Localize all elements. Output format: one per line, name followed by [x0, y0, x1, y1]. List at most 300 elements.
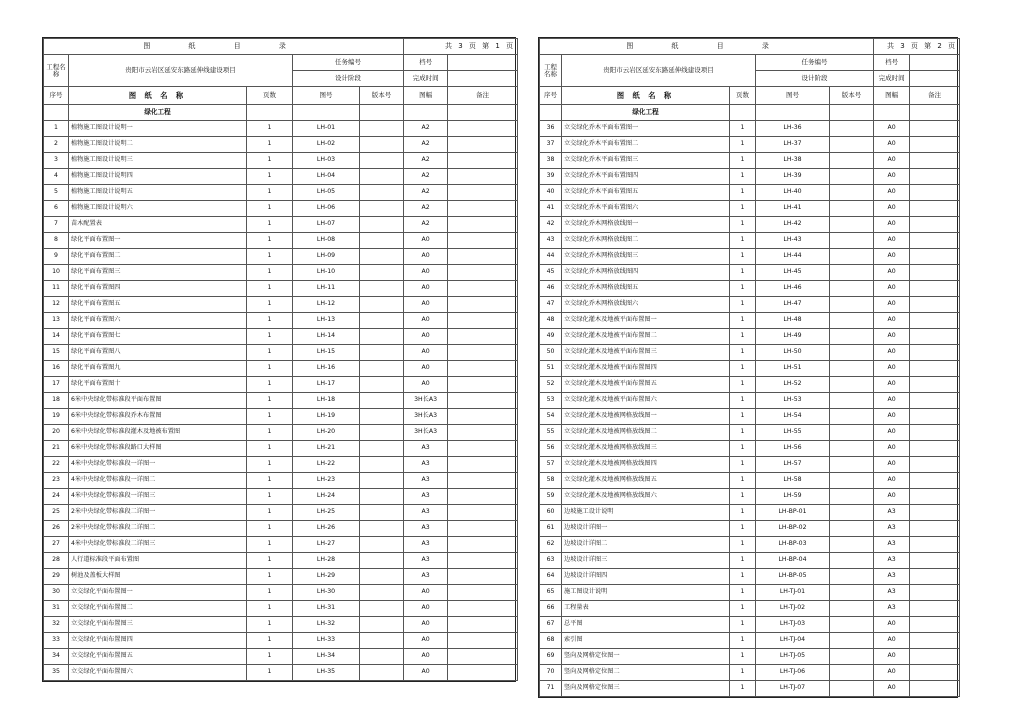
cell-no: LH-40	[756, 185, 830, 201]
cell-no: LH-01	[293, 121, 360, 137]
cell-remark	[448, 265, 518, 281]
cell-version	[830, 505, 874, 521]
project-label: 工程名称	[44, 55, 69, 87]
cell-size: A3	[404, 553, 448, 569]
cell-no: LH-23	[293, 473, 360, 489]
cell-seq: 18	[44, 393, 69, 409]
cell-pages: 1	[247, 377, 293, 393]
cell-seq: 54	[540, 409, 562, 425]
cell-name: 索引图	[562, 633, 730, 649]
table-row	[44, 281, 518, 297]
cell-seq: 55	[540, 425, 562, 441]
cell-remark	[448, 393, 518, 409]
cell-seq: 25	[44, 505, 69, 521]
cell-remark	[448, 217, 518, 233]
cell-version	[830, 473, 874, 489]
cell-size: A0	[874, 457, 910, 473]
cell-no: LH-04	[293, 169, 360, 185]
table-row	[44, 601, 518, 617]
category-cell	[247, 105, 293, 121]
cell-seq: 16	[44, 361, 69, 377]
cell-name: 植物施工图设计说明二	[69, 137, 247, 153]
cell-seq: 50	[540, 345, 562, 361]
cell-seq: 33	[44, 633, 69, 649]
cell-no: LH-58	[756, 473, 830, 489]
table-row	[540, 665, 960, 681]
table-row	[44, 489, 518, 505]
cell-version	[360, 297, 404, 313]
cell-pages: 1	[247, 393, 293, 409]
cell-seq: 7	[44, 217, 69, 233]
table-row	[44, 185, 518, 201]
cell-name: 植物施工图设计说明四	[69, 169, 247, 185]
cell-name: 立交绿化灌木及地被平面布置图四	[562, 361, 730, 377]
table-row	[44, 217, 518, 233]
cell-no: LH-TJ-07	[756, 681, 830, 697]
cell-pages: 1	[730, 489, 756, 505]
cell-no: LH-21	[293, 441, 360, 457]
complete-time-label: 完成时间	[404, 71, 448, 87]
cell-pages: 1	[247, 649, 293, 665]
cell-pages: 1	[730, 521, 756, 537]
header-row	[540, 87, 960, 105]
cell-version	[360, 281, 404, 297]
cell-remark	[910, 201, 960, 217]
cell-name: 立交绿化乔木网格放线图四	[562, 265, 730, 281]
table-row	[44, 377, 518, 393]
cell-version	[830, 329, 874, 345]
cell-no: LH-35	[293, 665, 360, 681]
cell-size: A0	[404, 633, 448, 649]
table-row	[44, 329, 518, 345]
cell-version	[360, 329, 404, 345]
cell-version	[830, 201, 874, 217]
cell-no: LH-50	[756, 345, 830, 361]
cell-no: LH-05	[293, 185, 360, 201]
cell-size: A0	[404, 249, 448, 265]
cell-version	[830, 249, 874, 265]
cell-version	[360, 169, 404, 185]
cell-size: A3	[874, 537, 910, 553]
cell-pages: 1	[730, 281, 756, 297]
cell-seq: 49	[540, 329, 562, 345]
cell-remark	[448, 345, 518, 361]
cell-pages: 1	[730, 361, 756, 377]
cell-name: 总平图	[562, 617, 730, 633]
cell-size: 3H长A3	[404, 425, 448, 441]
cell-size: A0	[874, 217, 910, 233]
file-no-value	[448, 55, 518, 71]
cell-seq: 42	[540, 217, 562, 233]
cell-remark	[448, 505, 518, 521]
table-row	[44, 313, 518, 329]
project-label: 工程名称	[540, 55, 562, 87]
cell-remark	[910, 185, 960, 201]
cell-no: LH-BP-01	[756, 505, 830, 521]
cell-pages: 1	[247, 457, 293, 473]
cell-remark	[448, 329, 518, 345]
cell-size: A3	[404, 569, 448, 585]
table-row	[44, 457, 518, 473]
page-count: 共 3 页 第 2 页	[874, 39, 960, 55]
cell-size: A2	[404, 185, 448, 201]
cell-pages: 1	[247, 169, 293, 185]
cell-no: LH-07	[293, 217, 360, 233]
task-no-label: 任务编号	[756, 55, 874, 71]
cell-seq: 65	[540, 585, 562, 601]
cell-name: 4米中央绿化带标准段一详图一	[69, 457, 247, 473]
table-row	[540, 489, 960, 505]
cell-version	[360, 665, 404, 681]
cell-no: LH-08	[293, 233, 360, 249]
table-row	[540, 425, 960, 441]
cell-no: LH-57	[756, 457, 830, 473]
cell-name: 绿化平面布置图四	[69, 281, 247, 297]
cell-remark	[910, 489, 960, 505]
cell-version	[360, 361, 404, 377]
cell-remark	[910, 537, 960, 553]
cell-version	[360, 313, 404, 329]
cell-remark	[910, 665, 960, 681]
cell-name: 立交绿化乔木平面布置图三	[562, 153, 730, 169]
sheet-title: 图 纸 目 录	[540, 39, 874, 55]
cell-seq: 31	[44, 601, 69, 617]
drawing-list-sheet-2	[538, 37, 958, 698]
cell-version	[360, 489, 404, 505]
complete-time-label: 完成时间	[874, 71, 910, 87]
cell-seq: 40	[540, 185, 562, 201]
cell-pages: 1	[247, 249, 293, 265]
cell-name: 绿化平面布置图六	[69, 313, 247, 329]
cell-name: 植物施工图设计说明六	[69, 201, 247, 217]
cell-size: A0	[874, 441, 910, 457]
cell-name: 立交绿化乔木网格放线图一	[562, 217, 730, 233]
category-cell	[830, 105, 874, 121]
cell-no: LH-11	[293, 281, 360, 297]
cell-seq: 29	[44, 569, 69, 585]
cell-name: 苗木配置表	[69, 217, 247, 233]
cell-name: 立交绿化乔木平面布置图四	[562, 169, 730, 185]
category-cell	[756, 105, 830, 121]
cell-no: LH-17	[293, 377, 360, 393]
table-row	[540, 297, 960, 313]
table-row	[44, 393, 518, 409]
cell-seq: 69	[540, 649, 562, 665]
cell-remark	[448, 185, 518, 201]
cell-no: LH-13	[293, 313, 360, 329]
category-cell	[730, 105, 756, 121]
cell-pages: 1	[730, 457, 756, 473]
cell-name: 2米中央绿化带标准段二详图二	[69, 521, 247, 537]
cell-remark	[448, 633, 518, 649]
table-row	[540, 681, 960, 697]
cell-size: A0	[874, 185, 910, 201]
cell-pages: 1	[247, 665, 293, 681]
cell-name: 立交绿化平面布置图二	[69, 601, 247, 617]
file-no-value	[910, 55, 960, 71]
cell-seq: 10	[44, 265, 69, 281]
cell-seq: 22	[44, 457, 69, 473]
cell-size: A0	[874, 329, 910, 345]
cell-no: LH-TJ-06	[756, 665, 830, 681]
cell-name: 6米中央绿化带标准段平面布置图	[69, 393, 247, 409]
cell-size: A0	[874, 313, 910, 329]
cell-pages: 1	[247, 569, 293, 585]
cell-name: 绿化平面布置图一	[69, 233, 247, 249]
cell-seq: 58	[540, 473, 562, 489]
cell-name: 边坡设计详图三	[562, 553, 730, 569]
cell-seq: 71	[540, 681, 562, 697]
cell-no: LH-29	[293, 569, 360, 585]
cell-version	[830, 633, 874, 649]
cell-size: A3	[404, 473, 448, 489]
cell-size: A2	[404, 121, 448, 137]
cell-size: A0	[874, 169, 910, 185]
cell-name: 绿化平面布置图七	[69, 329, 247, 345]
cell-version	[830, 553, 874, 569]
complete-time-value	[910, 71, 960, 87]
cell-name: 4米中央绿化带标准段一详图二	[69, 473, 247, 489]
cell-size: A0	[404, 585, 448, 601]
cell-version	[360, 457, 404, 473]
cell-version	[360, 425, 404, 441]
cell-pages: 1	[730, 249, 756, 265]
task-no-label: 任务编号	[293, 55, 404, 71]
right-table-body	[540, 105, 960, 697]
cell-no: LH-56	[756, 441, 830, 457]
cell-no: LH-33	[293, 633, 360, 649]
table-row	[44, 409, 518, 425]
cell-name: 竖向及网格定位图二	[562, 665, 730, 681]
cell-version	[830, 169, 874, 185]
cell-name: 立交绿化乔木网格放线图二	[562, 233, 730, 249]
cell-no: LH-03	[293, 153, 360, 169]
file-no-label: 档号	[404, 55, 448, 71]
cell-version	[830, 441, 874, 457]
cell-name: 立交绿化乔木网格放线图五	[562, 281, 730, 297]
table-row	[44, 137, 518, 153]
cell-pages: 1	[730, 633, 756, 649]
cell-remark	[910, 505, 960, 521]
cell-name: 绿化平面布置图十	[69, 377, 247, 393]
cell-no: LH-34	[293, 649, 360, 665]
cell-no: LH-19	[293, 409, 360, 425]
cell-size: A3	[874, 505, 910, 521]
cell-name: 竖向及网格定位图三	[562, 681, 730, 697]
cell-remark	[910, 569, 960, 585]
cell-no: LH-55	[756, 425, 830, 441]
cell-no: LH-44	[756, 249, 830, 265]
cell-name: 立交绿化灌木及地被网格放线图五	[562, 473, 730, 489]
cell-size: A3	[874, 521, 910, 537]
cell-seq: 5	[44, 185, 69, 201]
cell-name: 立交绿化灌木及地被网格放线图三	[562, 441, 730, 457]
cell-seq: 66	[540, 601, 562, 617]
cell-version	[360, 473, 404, 489]
cell-version	[830, 601, 874, 617]
cell-size: A2	[404, 153, 448, 169]
cell-version	[360, 265, 404, 281]
cell-remark	[910, 393, 960, 409]
cell-size: A0	[874, 473, 910, 489]
cell-version	[830, 233, 874, 249]
cell-seq: 27	[44, 537, 69, 553]
cell-remark	[910, 121, 960, 137]
cell-size: A0	[404, 665, 448, 681]
cell-no: LH-36	[756, 121, 830, 137]
cell-seq: 37	[540, 137, 562, 153]
cell-version	[360, 553, 404, 569]
cell-seq: 61	[540, 521, 562, 537]
project-name: 贵阳市云岩区延安东路延伸线建设项目	[69, 55, 293, 87]
cell-name: 4米中央绿化带标准段一详图三	[69, 489, 247, 505]
cell-no: LH-48	[756, 313, 830, 329]
cell-size: A0	[874, 345, 910, 361]
cell-remark	[448, 121, 518, 137]
cell-pages: 1	[247, 521, 293, 537]
cell-no: LH-45	[756, 265, 830, 281]
cell-remark	[910, 553, 960, 569]
table-row	[540, 345, 960, 361]
cell-size: A0	[874, 489, 910, 505]
table-row	[540, 361, 960, 377]
category-cell	[910, 105, 960, 121]
table-row	[540, 249, 960, 265]
cell-remark	[910, 585, 960, 601]
cell-no: LH-54	[756, 409, 830, 425]
table-row	[540, 121, 960, 137]
cell-pages: 1	[730, 553, 756, 569]
cell-remark	[448, 553, 518, 569]
cell-remark	[910, 345, 960, 361]
table-row	[540, 553, 960, 569]
cell-no: LH-30	[293, 585, 360, 601]
cell-seq: 28	[44, 553, 69, 569]
cell-size: A0	[404, 377, 448, 393]
cell-remark	[448, 425, 518, 441]
cell-pages: 1	[247, 121, 293, 137]
cell-size: A0	[874, 617, 910, 633]
cell-remark	[910, 425, 960, 441]
cell-name: 6米中央绿化带标准段路口大样图	[69, 441, 247, 457]
table-row	[44, 361, 518, 377]
design-stage-label: 设计阶段	[756, 71, 874, 87]
project-row	[44, 55, 518, 71]
cell-size: A0	[404, 617, 448, 633]
cell-pages: 1	[730, 441, 756, 457]
cell-name: 立交绿化乔木平面布置图二	[562, 137, 730, 153]
cell-name: 绿化平面布置图五	[69, 297, 247, 313]
cell-no: LH-52	[756, 377, 830, 393]
cell-version	[360, 185, 404, 201]
cell-version	[360, 617, 404, 633]
cell-size: A3	[404, 521, 448, 537]
cell-pages: 1	[247, 297, 293, 313]
cell-pages: 1	[247, 137, 293, 153]
category-label: 绿化工程	[69, 105, 247, 121]
cell-version	[830, 409, 874, 425]
table-row	[540, 617, 960, 633]
cell-version	[830, 217, 874, 233]
cell-seq: 1	[44, 121, 69, 137]
cell-version	[830, 457, 874, 473]
cell-no: LH-42	[756, 217, 830, 233]
cell-pages: 1	[247, 217, 293, 233]
cell-remark	[910, 297, 960, 313]
table-row	[540, 457, 960, 473]
cell-size: A0	[874, 393, 910, 409]
drawing-list-sheet-1	[42, 37, 516, 682]
cell-pages: 1	[247, 553, 293, 569]
cell-pages: 1	[247, 281, 293, 297]
cell-size: A3	[404, 441, 448, 457]
cell-version	[360, 569, 404, 585]
cell-pages: 1	[247, 313, 293, 329]
cell-no: LH-39	[756, 169, 830, 185]
cell-name: 立交绿化乔木平面布置图一	[562, 121, 730, 137]
cell-size: A0	[404, 297, 448, 313]
cell-size: A0	[874, 153, 910, 169]
cell-size: A0	[874, 649, 910, 665]
cell-size: A0	[874, 425, 910, 441]
cell-size: A0	[874, 297, 910, 313]
cell-remark	[448, 441, 518, 457]
cell-no: LH-22	[293, 457, 360, 473]
table-row	[44, 553, 518, 569]
cell-pages: 1	[730, 569, 756, 585]
cell-name: 边坡设计详图二	[562, 537, 730, 553]
cell-version	[360, 201, 404, 217]
category-cell	[360, 105, 404, 121]
cell-pages: 1	[730, 617, 756, 633]
table-row	[44, 169, 518, 185]
cell-no: LH-38	[756, 153, 830, 169]
cell-seq: 64	[540, 569, 562, 585]
cell-seq: 17	[44, 377, 69, 393]
cell-no: LH-49	[756, 329, 830, 345]
cell-pages: 1	[730, 297, 756, 313]
cell-size: A0	[874, 633, 910, 649]
cell-version	[360, 345, 404, 361]
category-row	[44, 105, 518, 121]
cell-no: LH-BP-05	[756, 569, 830, 585]
cell-name: 立交绿化乔木网格放线图三	[562, 249, 730, 265]
sheet-title: 图 纸 目 录	[44, 39, 404, 55]
cell-pages: 1	[730, 185, 756, 201]
cell-version	[830, 537, 874, 553]
table-row	[44, 233, 518, 249]
table-row	[44, 121, 518, 137]
cell-size: A0	[874, 201, 910, 217]
table-row	[540, 265, 960, 281]
cell-seq: 47	[540, 297, 562, 313]
title-row	[44, 39, 518, 55]
category-cell	[404, 105, 448, 121]
cell-version	[830, 585, 874, 601]
cell-size: A0	[874, 137, 910, 153]
table-row	[540, 473, 960, 489]
cell-pages: 1	[730, 137, 756, 153]
cell-pages: 1	[730, 169, 756, 185]
cell-version	[830, 137, 874, 153]
table-row	[540, 441, 960, 457]
table-row	[44, 201, 518, 217]
cell-name: 立交绿化灌木及地被网格放线图六	[562, 489, 730, 505]
cell-version	[830, 121, 874, 137]
cell-pages: 1	[247, 601, 293, 617]
cell-name: 立交绿化灌木及地被网格放线图四	[562, 457, 730, 473]
cell-size: A0	[404, 313, 448, 329]
